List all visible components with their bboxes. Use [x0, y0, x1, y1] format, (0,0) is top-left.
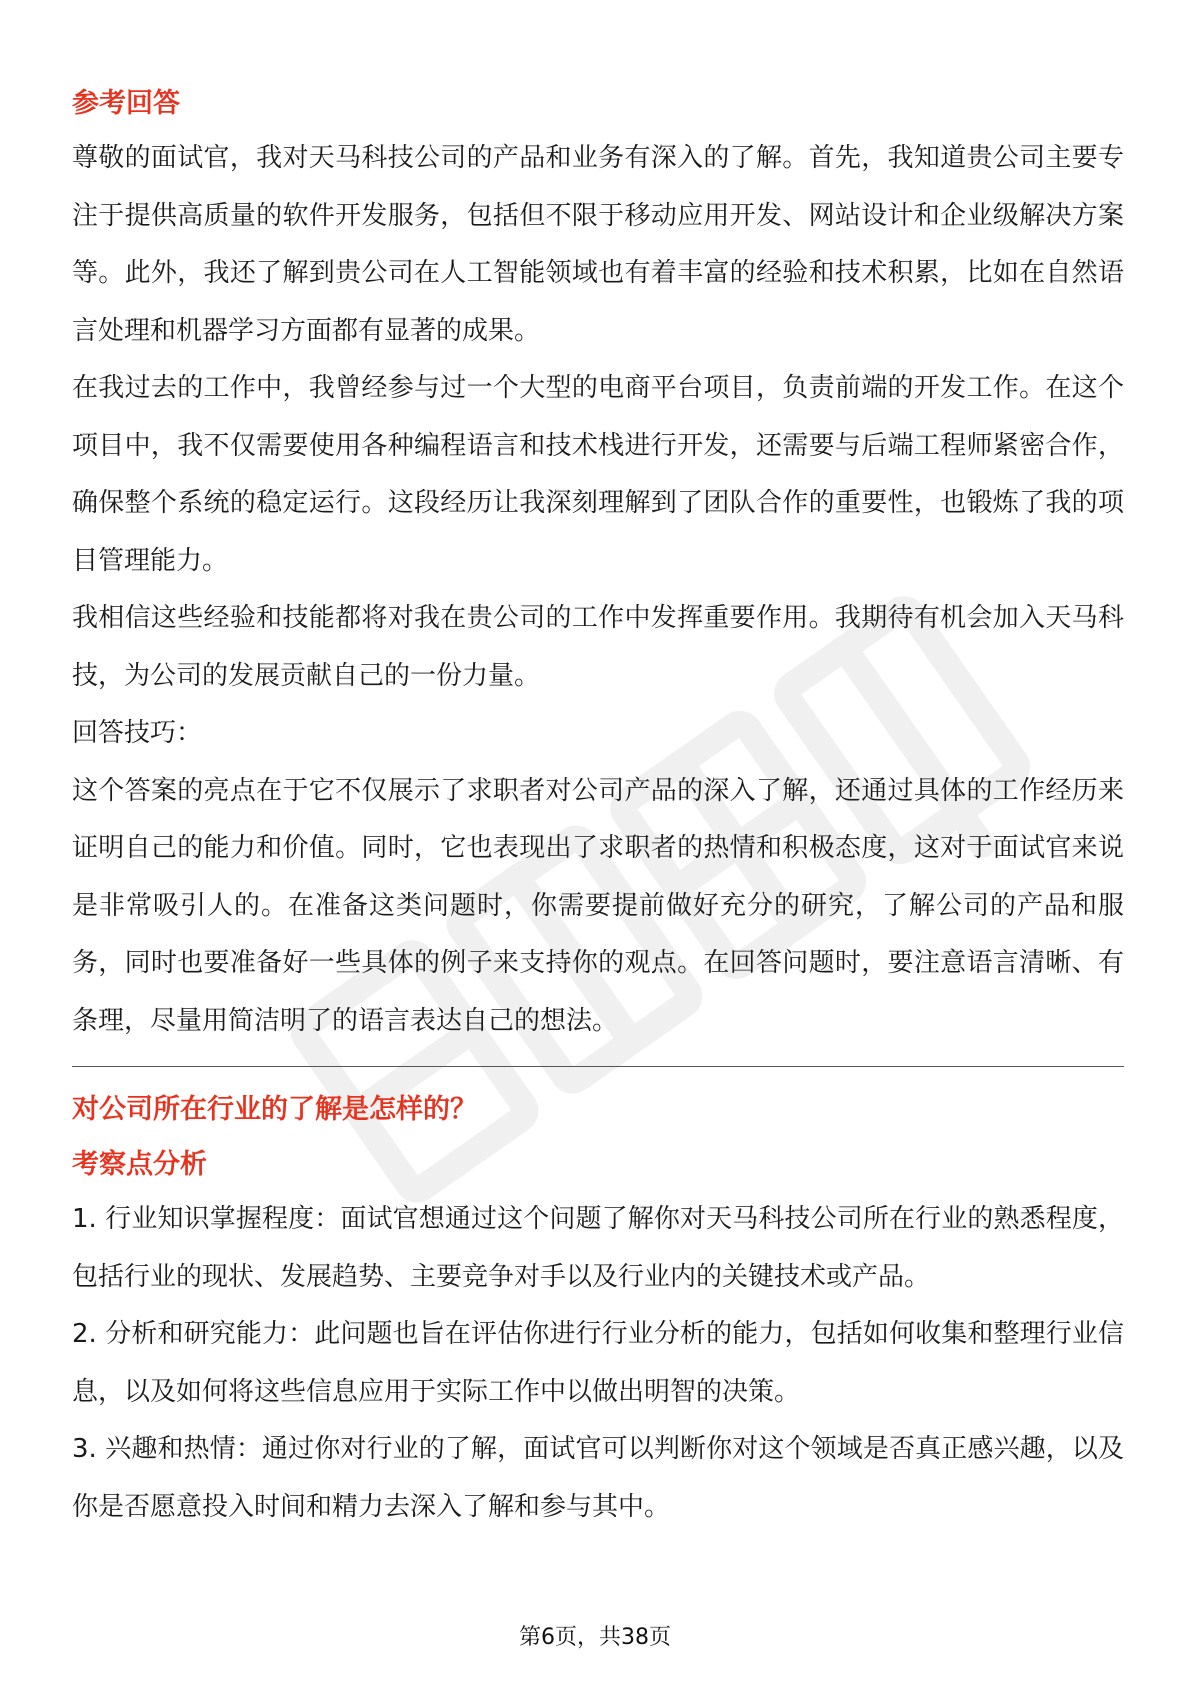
answer-tips-label: 回答技巧： [72, 718, 203, 748]
analysis-list-item: 3. 兴趣和热情：通过你对行业的了解，面试官可以判断你对这个领域是否真正感兴趣，以及你是否愿意投入时间和精力去深入了解和参与其中。 [72, 1434, 1124, 1522]
section-divider [72, 1066, 1124, 1067]
section-heading-analysis: 考察点分析 [72, 1149, 207, 1180]
section-heading-reference-answer: 参考回答 [72, 88, 180, 119]
answer-paragraph: 尊敬的面试官，我对天马科技公司的产品和业务有深入的了解。首先，我知道贵公司主要专注于提供高质量的软件开发服务，包括但不限于移动应用开发、网站设计和企业级解决方案等。此外，我还了解到贵公司在人工智能领域也有着丰富的经验和技术积累，比如在自然语言处理和机器学习方面都有显著的成果。 [72, 143, 1124, 346]
answer-tips-paragraph: 这个答案的亮点在于它不仅展示了求职者对公司产品的深入了解，还通过具体的工作经历来证明自己的能力和价值。同时，它也表现出了求职者的热情和积极态度，这对于面试官来说是非常吸引人的。在准备这类问题时，你需要提前做好充分的研究，了解公司的产品和服务，同时也要准备好一些具体的例子来支持你的观点。在回答问题时，要注意语言清晰、有条理，尽量用简洁明了的语言表达自己的想法。 [72, 775, 1124, 1036]
analysis-list-item: 1. 行业知识掌握程度：面试官想通过这个问题了解你对天马科技公司所在行业的熟悉程度，包括行业的现状、发展趋势、主要竞争对手以及行业内的关键技术或产品。 [72, 1204, 1124, 1292]
analysis-list-item: 2. 分析和研究能力：此问题也旨在评估你进行行业分析的能力，包括如何收集和整理行业信息，以及如何将这些信息应用于实际工作中以做出明智的决策。 [72, 1319, 1124, 1407]
page-number: 第6页，共38页 [519, 1625, 671, 1650]
answer-paragraph: 我相信这些经验和技能都将对我在贵公司的工作中发挥重要作用。我期待有机会加入天马科技，为公司的发展贡献自己的一份力量。 [72, 603, 1124, 691]
document-page [72, 78, 1124, 1536]
question-title: 对公司所在行业的了解是怎样的？ [72, 1094, 477, 1125]
answer-paragraph: 在我过去的工作中，我曾经参与过一个大型的电商平台项目，负责前端的开发工作。在这个项目中，我不仅需要使用各种编程语言和技术栈进行开发，还需要与后端工程师紧密合作，确保整个系统的稳定运行。这段经历让我深刻理解到了团队合作的重要性，也锻炼了我的项目管理能力。 [72, 373, 1124, 576]
